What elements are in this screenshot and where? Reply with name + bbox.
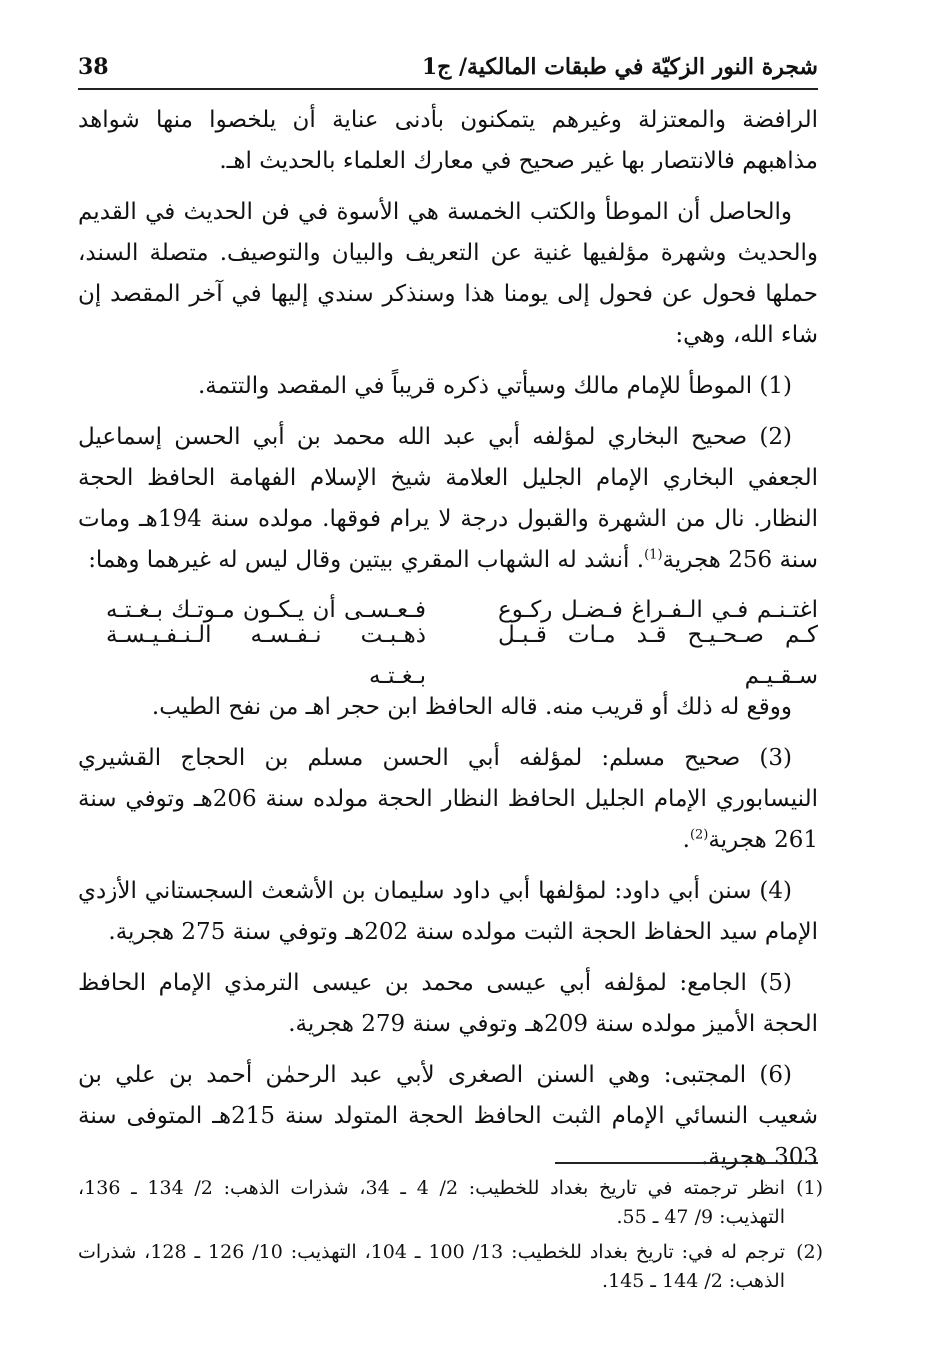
header-divider [78, 88, 818, 90]
running-header [78, 52, 818, 86]
paragraph-1: الرافضة والمعتزلة وغيرهم يتمكنون بأدنى عناية أن يلخصوا منها شواهد مذاهبهم فالانتصار بها غير صحيح في معارك العلماء بالحديث اهـ. [78, 107, 818, 174]
main-text [78, 100, 818, 1188]
poem [78, 587, 818, 689]
running-title: شجرة النور الزكيّة في طبقات المالكية/ ج1 [421, 54, 818, 80]
paragraph-abu-dawud: (4) سنن أبي داود: لمؤلفها أبي داود سليمان بن الأشعث السجستاني الأزدي الإمام سيد الحفاظ الحجة الثبت مولده سنة 202هـ وتوفي سنة 275 هجرية. [78, 878, 818, 945]
verse-1-first-hemistich: اغتـنـم فـي الـفـراغ فـضـل ركـوع [498, 596, 818, 623]
paragraph-nasai: (6) المجتبى: وهي السنن الصغرى لأبي عبد الرحمٰن أحمد بن علي بن شعيب النسائي الإمام الثبت الحافظ الحجة المتولد سنة 215هـ المتوفى سنة 303 هجرية. [78, 1062, 818, 1170]
paragraph-tirmidhi: (5) الجامع: لمؤلفه أبي عيسى محمد بن عيسى الترمذي الإمام الحافظ الحجة الأميز مولده سنة 209هـ وتوفي سنة 279 هجرية. [78, 970, 818, 1037]
page-number: 38 [78, 54, 109, 80]
muslim-text: (3) صحيح مسلم: لمؤلفه أبي الحسن مسلم بن الحجاج القشيري النيسابوري الإمام الجليل الحافظ النظار الحجة مولده سنة 206هـ وتوفي سنة 261 هجرية [78, 745, 818, 853]
paragraph-2: والحاصل أن الموطأ والكتب الخمسة هي الأسوة في فن الحديث في القديم والحديث وشهرة مؤلفيها غنية عن التعريف والبيان والتوصيف. متصلة السند، حملها فحول عن فحول إلى يومنا هذا وسنذكر سندي إليها في آخر المقصد إن شاء الله، وهي: [78, 199, 818, 348]
footnote-divider [555, 1162, 818, 1164]
verse-2-first-hemistich: كـم صـحـيـح قـد مـات قـبـل سـقـيـم [498, 622, 818, 689]
footnote-1-number: (1) [796, 1177, 823, 1199]
muslim-tail: . [682, 827, 690, 853]
footnote-1-text: انظر ترجمته في تاريخ بغداد للخطيب: 2/ 4 ـ 34، شذرات الذهب: 2/ 134 ـ 136، التهذيب: 9/ 47 ـ 55. [78, 1177, 785, 1228]
paragraph-nafh-tib: ووقع له ذلك أو قريب منه. قاله الحافظ ابن حجر اهـ من نفح الطيب. [151, 694, 792, 720]
footnote-1 [78, 1174, 823, 1232]
bukhari-text: (2) صحيح البخاري لمؤلفه أبي عبد الله محمد بن أبي الحسن إسماعيل الجعفي البخاري الإمام الجليل العلامة شيخ الإسلام الفهامة الحافظ الحجة النظار. نال من الشهرة والقبول درجة لا يرام فوقها. مولده سنة 194هـ ومات سنة 256 هجرية [78, 424, 818, 573]
footnote-2-text: ترجم له في: تاريخ بغداد للخطيب: 13/ 100 ـ 104، التهذيب: 10/ 126 ـ 128، شذرات الذهب: 2/ 144 ـ 145. [78, 1241, 786, 1292]
footnote-ref-1: (1) [644, 547, 663, 563]
footnote-ref-2: (2) [689, 827, 709, 843]
poem-verse-2 [78, 622, 818, 689]
bukhari-tail: . أنشد له الشهاب المقري بيتين وقال ليس له غيرهما وهما: [88, 547, 645, 573]
footnotes [78, 1174, 823, 1302]
paragraph-muwatta: (1) الموطأ للإمام مالك وسيأتي ذكره قريباً في المقصد والتتمة. [197, 373, 792, 399]
footnote-2 [78, 1238, 823, 1296]
verse-1-second-hemistich: فـعـسـى أن يـكـون مـوتـك بـغـتـه [106, 596, 426, 623]
footnote-2-number: (2) [796, 1241, 823, 1263]
paragraph-bukhari [78, 417, 818, 581]
paragraph-muslim [78, 738, 818, 861]
verse-2-second-hemistich: ذهـبـت نـفـسـه الـنـفـيـسـة بـغـتـه [106, 622, 426, 689]
